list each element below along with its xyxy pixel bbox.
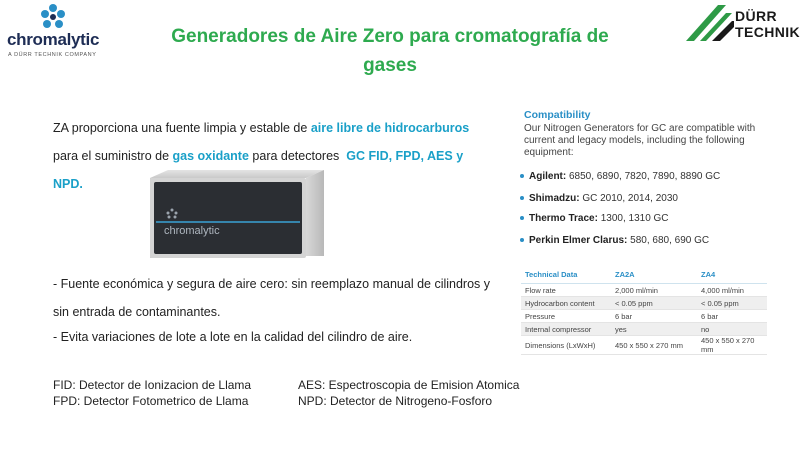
bullet-batch-variation: - Evita variaciones de lote a lote en la calidad del cilindro de aire. [53,330,413,344]
bullet-economical-source: - Fuente económica y segura de aire cero: sin reemplazo manual de cilindros y sin entrada de contaminantes. [53,277,491,319]
table-row [521,323,767,336]
compatibility-item [520,171,720,182]
bullet-dot-icon [520,216,524,220]
model-list: 1300, 1310 GC [597,213,669,224]
abbreviation-fpd: FPD: Detector Fotometrico de Llama [53,394,249,408]
durr-line-1: DÜRR [735,8,778,24]
compatibility-item [520,193,678,204]
table-cell: 4,000 ml/min [697,284,767,297]
compatibility-description: Our Nitrogen Generators for GC are compatible with current and legacy models, including the following equipment: [524,123,756,158]
brand-name: Perkin Elmer Clarus: [529,235,628,246]
table-cell: 6 bar [697,310,767,323]
intro-highlight-1: aire libre de hidrocarburos [310,121,470,135]
durr-wordmark [735,8,800,40]
durr-line-2: TECHNIK [735,24,800,40]
brand-name: Shimadzu: [529,193,580,204]
table-cell: 450 x 550 x 270 mm [697,336,767,355]
compatibility-heading: Compatibility [524,109,591,121]
table-cell: no [697,323,767,336]
table-cell: Flow rate [521,284,611,297]
table-cell: Internal compressor [521,323,611,336]
table-cell: 450 x 550 x 270 mm [611,336,697,355]
technical-data-table [521,269,767,355]
durr-logo-icon [686,3,734,43]
intro-highlight-3: GC FID, FPD, AES y NPD. [53,149,464,191]
intro-highlight-2: gas oxidante [172,149,249,163]
table-row [521,336,767,355]
abbreviation-aes: AES: Espectroscopia de Emision Atomica [298,378,520,392]
compatibility-item [520,213,669,224]
model-list: GC 2010, 2014, 2030 [579,193,678,204]
bullet-dot-icon [520,238,524,242]
brand-tagline: A DÜRR TECHNIK COMPANY [8,52,97,58]
intro-text-2: para el suministro de [53,149,173,163]
table-cell: yes [611,323,697,336]
bullet-dot-icon [520,174,524,178]
brand-name: Agilent: [529,171,567,182]
table-row [521,284,767,297]
intro-text-3: para detectores [248,149,343,163]
air-generator-product-image [146,170,326,260]
table-header-row [521,269,767,284]
table-row [521,310,767,323]
model-list: 580, 680, 690 GC [627,235,710,246]
table-row [521,297,767,310]
abbreviation-fid: FID: Detector de Ionizacion de Llama [53,378,252,392]
table-cell: 6 bar [611,310,697,323]
brand-wordmark: chromalytic [7,30,100,49]
brand-name: Thermo Trace: [529,213,598,224]
column-header: ZA4 [697,269,767,284]
table-cell: Dimensions (LxWxH) [521,336,611,355]
product-label: chromalytic [164,225,220,237]
compatibility-item [520,235,709,246]
abbreviation-npd: NPD: Detector de Nitrogeno-Fosforo [298,394,493,408]
column-header: ZA2A [611,269,697,284]
intro-text-1: ZA proporciona una fuente limpia y estable de [53,121,311,135]
table-cell: Hydrocarbon content [521,297,611,310]
table-cell: < 0.05 ppm [697,297,767,310]
bullet-dot-icon [520,196,524,200]
model-list: 6850, 6890, 7820, 7890, 8890 GC [566,171,721,182]
table-cell: Pressure [521,310,611,323]
column-header: Technical Data [521,269,611,284]
chromalytic-logo-icon [38,3,68,33]
page-title: Generadores de Aire Zero para cromatografía de gases [171,26,609,76]
table-cell: < 0.05 ppm [611,297,697,310]
table-cell: 2,000 ml/min [611,284,697,297]
